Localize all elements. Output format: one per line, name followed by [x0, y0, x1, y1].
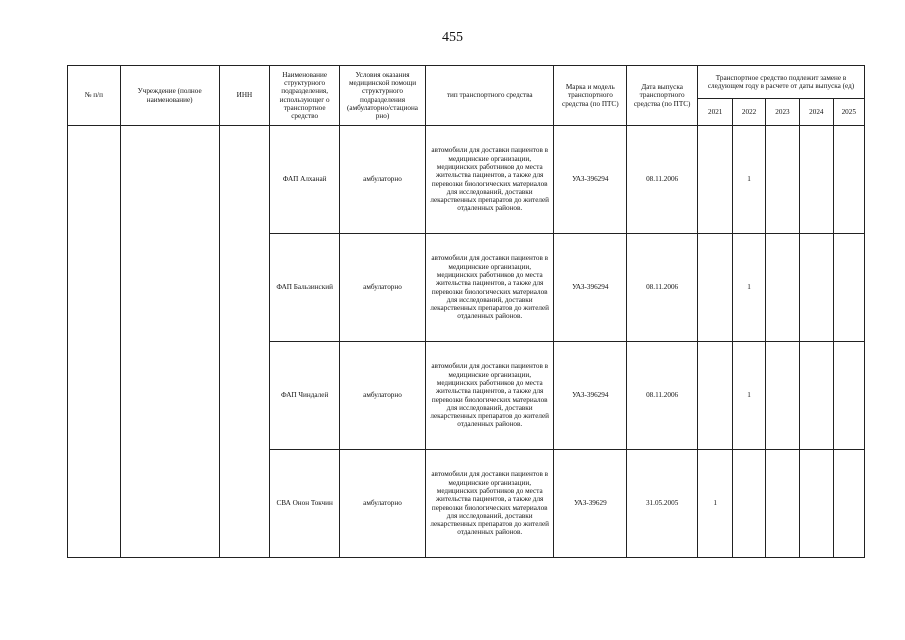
year-cell: [833, 234, 864, 342]
header-model: Марка и модель транспортного средства (по ПТС): [554, 66, 627, 126]
conditions-cell: амбулаторно: [340, 342, 426, 450]
year-cell: 1: [733, 342, 765, 450]
header-institution: Учреждение (полное наименование): [120, 66, 219, 126]
year-cell: [765, 234, 799, 342]
header-year: 2023: [765, 99, 799, 126]
year-cell: 1: [733, 126, 765, 234]
header-year: 2022: [733, 99, 765, 126]
vehicle-type-cell: автомобили для доставки пациентов в медицинские организации, медицинских работников до места жительства пациентов, а также для перевозки биологических материалов для исследований, доставки лекарственных препаратов до жителей отдаленных районов.: [425, 126, 553, 234]
unit-cell: ФАП Алханай: [270, 126, 340, 234]
header-year: 2025: [833, 99, 864, 126]
year-cell: [733, 450, 765, 558]
year-cell: [698, 342, 733, 450]
release-date-cell: 08.11.2006: [627, 342, 698, 450]
year-cell: [765, 450, 799, 558]
year-cell: [765, 342, 799, 450]
unit-cell: ФАП Чиндалей: [270, 342, 340, 450]
year-cell: [800, 234, 833, 342]
header-year: 2024: [800, 99, 833, 126]
year-cell: [698, 234, 733, 342]
year-cell: 1: [733, 234, 765, 342]
inn-cell: [219, 126, 270, 558]
year-cell: [833, 126, 864, 234]
release-date-cell: 08.11.2006: [627, 234, 698, 342]
year-cell: [833, 342, 864, 450]
conditions-cell: амбулаторно: [340, 450, 426, 558]
header-release-date: Дата выпуска транспортного средства (по ПТС): [627, 66, 698, 126]
model-cell: УАЗ-39629: [554, 450, 627, 558]
header-inn: ИНН: [219, 66, 270, 126]
model-cell: УАЗ-396294: [554, 234, 627, 342]
year-cell: 1: [698, 450, 733, 558]
year-cell: [800, 450, 833, 558]
unit-cell: ФАП Бальзинский: [270, 234, 340, 342]
release-date-cell: 31.05.2005: [627, 450, 698, 558]
vehicle-type-cell: автомобили для доставки пациентов в медицинские организации, медицинских работников до места жительства пациентов, а также для перевозки биологических материалов для исследований, доставки лекарственных препаратов до жителей отдаленных районов.: [425, 450, 553, 558]
vehicle-type-cell: автомобили для доставки пациентов в медицинские организации, медицинских работников до места жительства пациентов, а также для перевозки биологических материалов для исследований, доставки лекарственных препаратов до жителей отдаленных районов.: [425, 234, 553, 342]
header-number: № п/п: [68, 66, 121, 126]
year-cell: [833, 450, 864, 558]
institution-cell: [120, 126, 219, 558]
header-row: [68, 66, 865, 99]
header-conditions: Условия оказания медицинской помощи структурного подразделения (амбулаторно/стациона рно): [340, 66, 426, 126]
header-unit: Наименование структурного подразделения, использующег о транспортное средство: [270, 66, 340, 126]
year-cell: [800, 126, 833, 234]
vehicle-type-cell: автомобили для доставки пациентов в медицинские организации, медицинских работников до места жительства пациентов, а также для перевозки биологических материалов для исследований, доставки лекарственных препаратов до жителей отдаленных районов.: [425, 342, 553, 450]
header-year: 2021: [698, 99, 733, 126]
model-cell: УАЗ-396294: [554, 126, 627, 234]
header-replacement: Транспортное средство подлежит замене в следующем году в расчете от даты выпуска (ед): [698, 66, 865, 99]
release-date-cell: 08.11.2006: [627, 126, 698, 234]
table-row: [68, 126, 865, 234]
page-number: 455: [442, 30, 463, 45]
unit-cell: СВА Онон Токчин: [270, 450, 340, 558]
year-cell: [800, 342, 833, 450]
conditions-cell: амбулаторно: [340, 234, 426, 342]
model-cell: УАЗ-396294: [554, 342, 627, 450]
year-cell: [765, 126, 799, 234]
number-cell: [68, 126, 121, 558]
header-vehicle-type: тип транспортного средства: [425, 66, 553, 126]
conditions-cell: амбулаторно: [340, 126, 426, 234]
year-cell: [698, 126, 733, 234]
vehicle-register-table: [67, 65, 865, 558]
